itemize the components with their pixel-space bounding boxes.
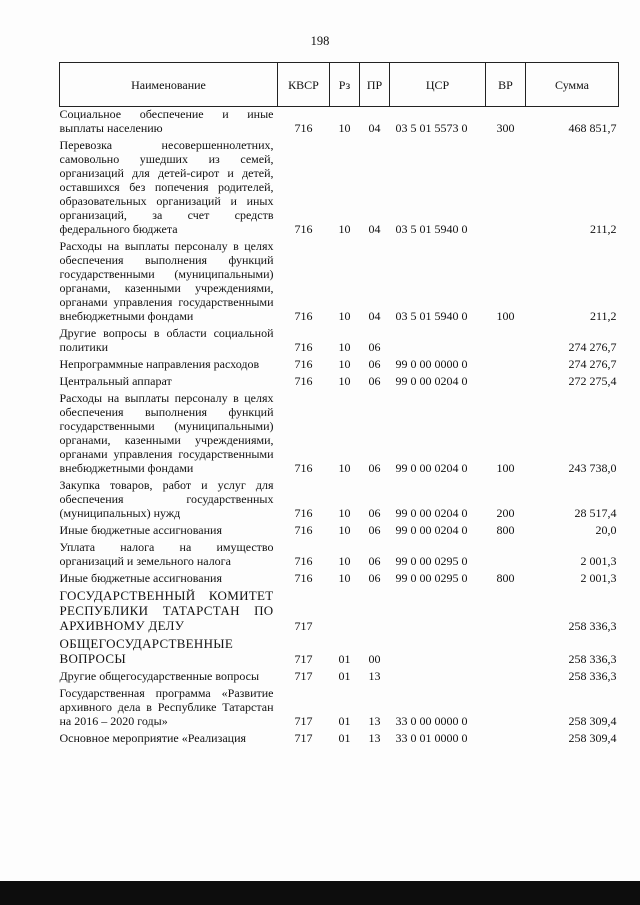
cell-name: Иные бюджетные ассигнования — [59, 571, 222, 585]
cell-name: Расходы на выплаты персоналу в целях обеспечения выполнения функций государственными (муниципальными) органами, казенными учреждениями, органами управления государственными внебюджетными фондами — [59, 391, 274, 475]
cell-pr: 06 — [368, 461, 381, 475]
cell-pr: 00 — [368, 652, 381, 666]
cell-kvsr: 716 — [294, 506, 313, 520]
header-name: Наименование — [60, 63, 278, 107]
cell-csr — [390, 669, 486, 686]
header-sum: Сумма — [526, 63, 619, 107]
cell-pr: 04 — [368, 222, 381, 236]
cell-pr: 06 — [368, 571, 381, 585]
cell-csr: 99 0 00 0000 0 — [395, 357, 468, 371]
cell-pr: 06 — [368, 340, 381, 354]
table-row — [60, 374, 619, 391]
cell-vr: 800 — [496, 571, 515, 585]
cell-csr: 33 0 01 0000 0 — [395, 731, 468, 745]
table-row — [60, 571, 619, 588]
cell-rz: 10 — [338, 357, 351, 371]
page-number: 198 — [310, 34, 330, 48]
table-row — [60, 478, 619, 523]
cell-sum: 2 001,3 — [580, 571, 617, 585]
cell-name: Расходы на выплаты персоналу в целях обеспечения выполнения функций государственными (муниципальными) органами, казенными учреждениями, органами управления государственными внебюджетными фондами — [59, 239, 274, 323]
cell-vr: 200 — [496, 506, 515, 520]
cell-pr: 06 — [368, 523, 381, 537]
table-row — [60, 731, 619, 745]
scan-bottom-edge — [0, 881, 640, 905]
cell-name: Непрограммные направления расходов — [59, 357, 260, 371]
cell-sum: 28 517,4 — [574, 506, 617, 520]
cell-csr: 99 0 00 0295 0 — [395, 571, 468, 585]
cell-csr: 99 0 00 0204 0 — [395, 461, 468, 475]
cell-pr: 04 — [368, 121, 381, 135]
cell-name: ОБЩЕГОСУДАРСТВЕННЫЕ ВОПРОСЫ — [59, 636, 234, 666]
cell-name: Закупка товаров, работ и услуг для обеспечения государственных (муниципальных) нужд — [59, 478, 274, 520]
cell-name: Уплата налога на имущество организаций и земельного налога — [59, 540, 274, 568]
table-row — [60, 107, 619, 139]
cell-csr: 03 5 01 5940 0 — [395, 309, 468, 323]
cell-csr — [390, 636, 486, 669]
cell-pr: 06 — [368, 357, 381, 371]
cell-pr: 06 — [368, 374, 381, 388]
cell-rz: 01 — [338, 652, 351, 666]
cell-name: Другие вопросы в области социальной политики — [59, 326, 274, 354]
cell-pr — [360, 588, 390, 636]
cell-vr: 100 — [496, 309, 515, 323]
cell-kvsr: 717 — [294, 714, 313, 728]
cell-kvsr: 716 — [294, 340, 313, 354]
cell-sum: 211,2 — [589, 309, 617, 323]
table-body — [60, 107, 619, 746]
cell-kvsr: 717 — [294, 731, 313, 745]
cell-name: Основное мероприятие «Реализация — [59, 731, 247, 745]
cell-name: Центральный аппарат — [59, 374, 172, 388]
cell-rz: 10 — [338, 554, 351, 568]
cell-vr — [486, 138, 526, 239]
table-row — [60, 669, 619, 686]
cell-kvsr: 717 — [294, 619, 313, 633]
header-pr: ПР — [360, 63, 390, 107]
cell-pr: 13 — [368, 731, 381, 745]
cell-rz: 10 — [338, 506, 351, 520]
cell-rz: 01 — [338, 669, 351, 683]
cell-kvsr: 716 — [294, 571, 313, 585]
cell-name: Социальное обеспечение и иные выплаты населению — [59, 107, 274, 135]
cell-kvsr: 716 — [294, 121, 313, 135]
table-row — [60, 686, 619, 731]
header-rz: Рз — [330, 63, 360, 107]
cell-sum: 258 336,3 — [568, 619, 617, 633]
cell-kvsr: 716 — [294, 374, 313, 388]
cell-pr: 13 — [368, 669, 381, 683]
cell-kvsr: 716 — [294, 523, 313, 537]
table-row — [60, 391, 619, 478]
cell-rz: 01 — [338, 714, 351, 728]
cell-kvsr: 716 — [294, 222, 313, 236]
cell-csr: 33 0 00 0000 0 — [395, 714, 468, 728]
cell-vr: 100 — [496, 461, 515, 475]
cell-sum: 20,0 — [595, 523, 617, 537]
table-row — [60, 540, 619, 571]
cell-sum: 258 309,4 — [568, 731, 617, 745]
cell-rz: 10 — [338, 374, 351, 388]
table-row — [60, 588, 619, 636]
cell-name: Иные бюджетные ассигнования — [59, 523, 222, 537]
table-row — [60, 357, 619, 374]
cell-name: Другие общегосударственные вопросы — [59, 669, 260, 683]
table-row — [60, 636, 619, 669]
cell-csr: 99 0 00 0204 0 — [395, 523, 468, 537]
cell-csr: 99 0 00 0295 0 — [395, 554, 468, 568]
cell-csr — [390, 326, 486, 357]
table-row — [60, 239, 619, 326]
cell-sum: 274 276,7 — [568, 340, 617, 354]
cell-sum: 2 001,3 — [580, 554, 617, 568]
cell-csr: 99 0 00 0204 0 — [395, 506, 468, 520]
cell-pr: 04 — [368, 309, 381, 323]
cell-kvsr: 716 — [294, 461, 313, 475]
cell-kvsr: 717 — [294, 652, 313, 666]
cell-vr — [486, 731, 526, 745]
cell-sum: 468 851,7 — [568, 121, 617, 135]
cell-rz: 01 — [338, 731, 351, 745]
cell-rz: 10 — [338, 340, 351, 354]
cell-csr: 03 5 01 5940 0 — [395, 222, 468, 236]
cell-csr: 99 0 00 0204 0 — [395, 374, 468, 388]
table-row — [60, 138, 619, 239]
cell-pr: 06 — [368, 506, 381, 520]
cell-rz: 10 — [338, 222, 351, 236]
cell-vr — [486, 326, 526, 357]
cell-sum: 243 738,0 — [568, 461, 617, 475]
cell-name: Государственная программа «Развитие архивного дела в Республике Татарстан на 2016 – 2020 годы» — [59, 686, 274, 728]
header-csr: ЦСР — [390, 63, 486, 107]
cell-rz — [330, 588, 360, 636]
cell-vr: 800 — [496, 523, 515, 537]
cell-sum: 258 309,4 — [568, 714, 617, 728]
cell-vr — [486, 540, 526, 571]
cell-csr — [390, 588, 486, 636]
cell-kvsr: 717 — [294, 669, 313, 683]
cell-vr — [486, 669, 526, 686]
cell-rz: 10 — [338, 523, 351, 537]
cell-vr — [486, 588, 526, 636]
cell-vr: 300 — [496, 121, 515, 135]
cell-sum: 274 276,7 — [568, 357, 617, 371]
table-row — [60, 523, 619, 540]
header-kvsr: КВСР — [278, 63, 330, 107]
cell-sum: 211,2 — [589, 222, 617, 236]
cell-sum: 258 336,3 — [568, 669, 617, 683]
cell-kvsr: 716 — [294, 309, 313, 323]
cell-csr: 03 5 01 5573 0 — [395, 121, 468, 135]
cell-sum: 272 275,4 — [568, 374, 617, 388]
table-row — [60, 326, 619, 357]
cell-rz: 10 — [338, 121, 351, 135]
cell-vr — [486, 357, 526, 374]
table-header — [60, 63, 619, 107]
cell-rz: 10 — [338, 461, 351, 475]
cell-vr — [486, 374, 526, 391]
cell-rz: 10 — [338, 571, 351, 585]
cell-kvsr: 716 — [294, 554, 313, 568]
cell-rz: 10 — [338, 309, 351, 323]
header-vr: ВР — [486, 63, 526, 107]
cell-vr — [486, 686, 526, 731]
cell-pr: 06 — [368, 554, 381, 568]
cell-vr — [486, 636, 526, 669]
cell-name: Перевозка несовершеннолетних, самовольно ушедших из семей, организаций для детей-сирот и детей, оставшихся без попечения родителей, образовательных организаций и иных организаций, за счет средств федерального бюджета — [59, 138, 274, 236]
cell-name: ГОСУДАРСТВЕННЫЙ КОМИТЕТ РЕСПУБЛИКИ ТАТАРСТАН ПО АРХИВНОМУ ДЕЛУ — [59, 588, 274, 633]
cell-pr: 13 — [368, 714, 381, 728]
cell-kvsr: 716 — [294, 357, 313, 371]
cell-sum: 258 336,3 — [568, 652, 617, 666]
budget-table — [59, 62, 619, 745]
